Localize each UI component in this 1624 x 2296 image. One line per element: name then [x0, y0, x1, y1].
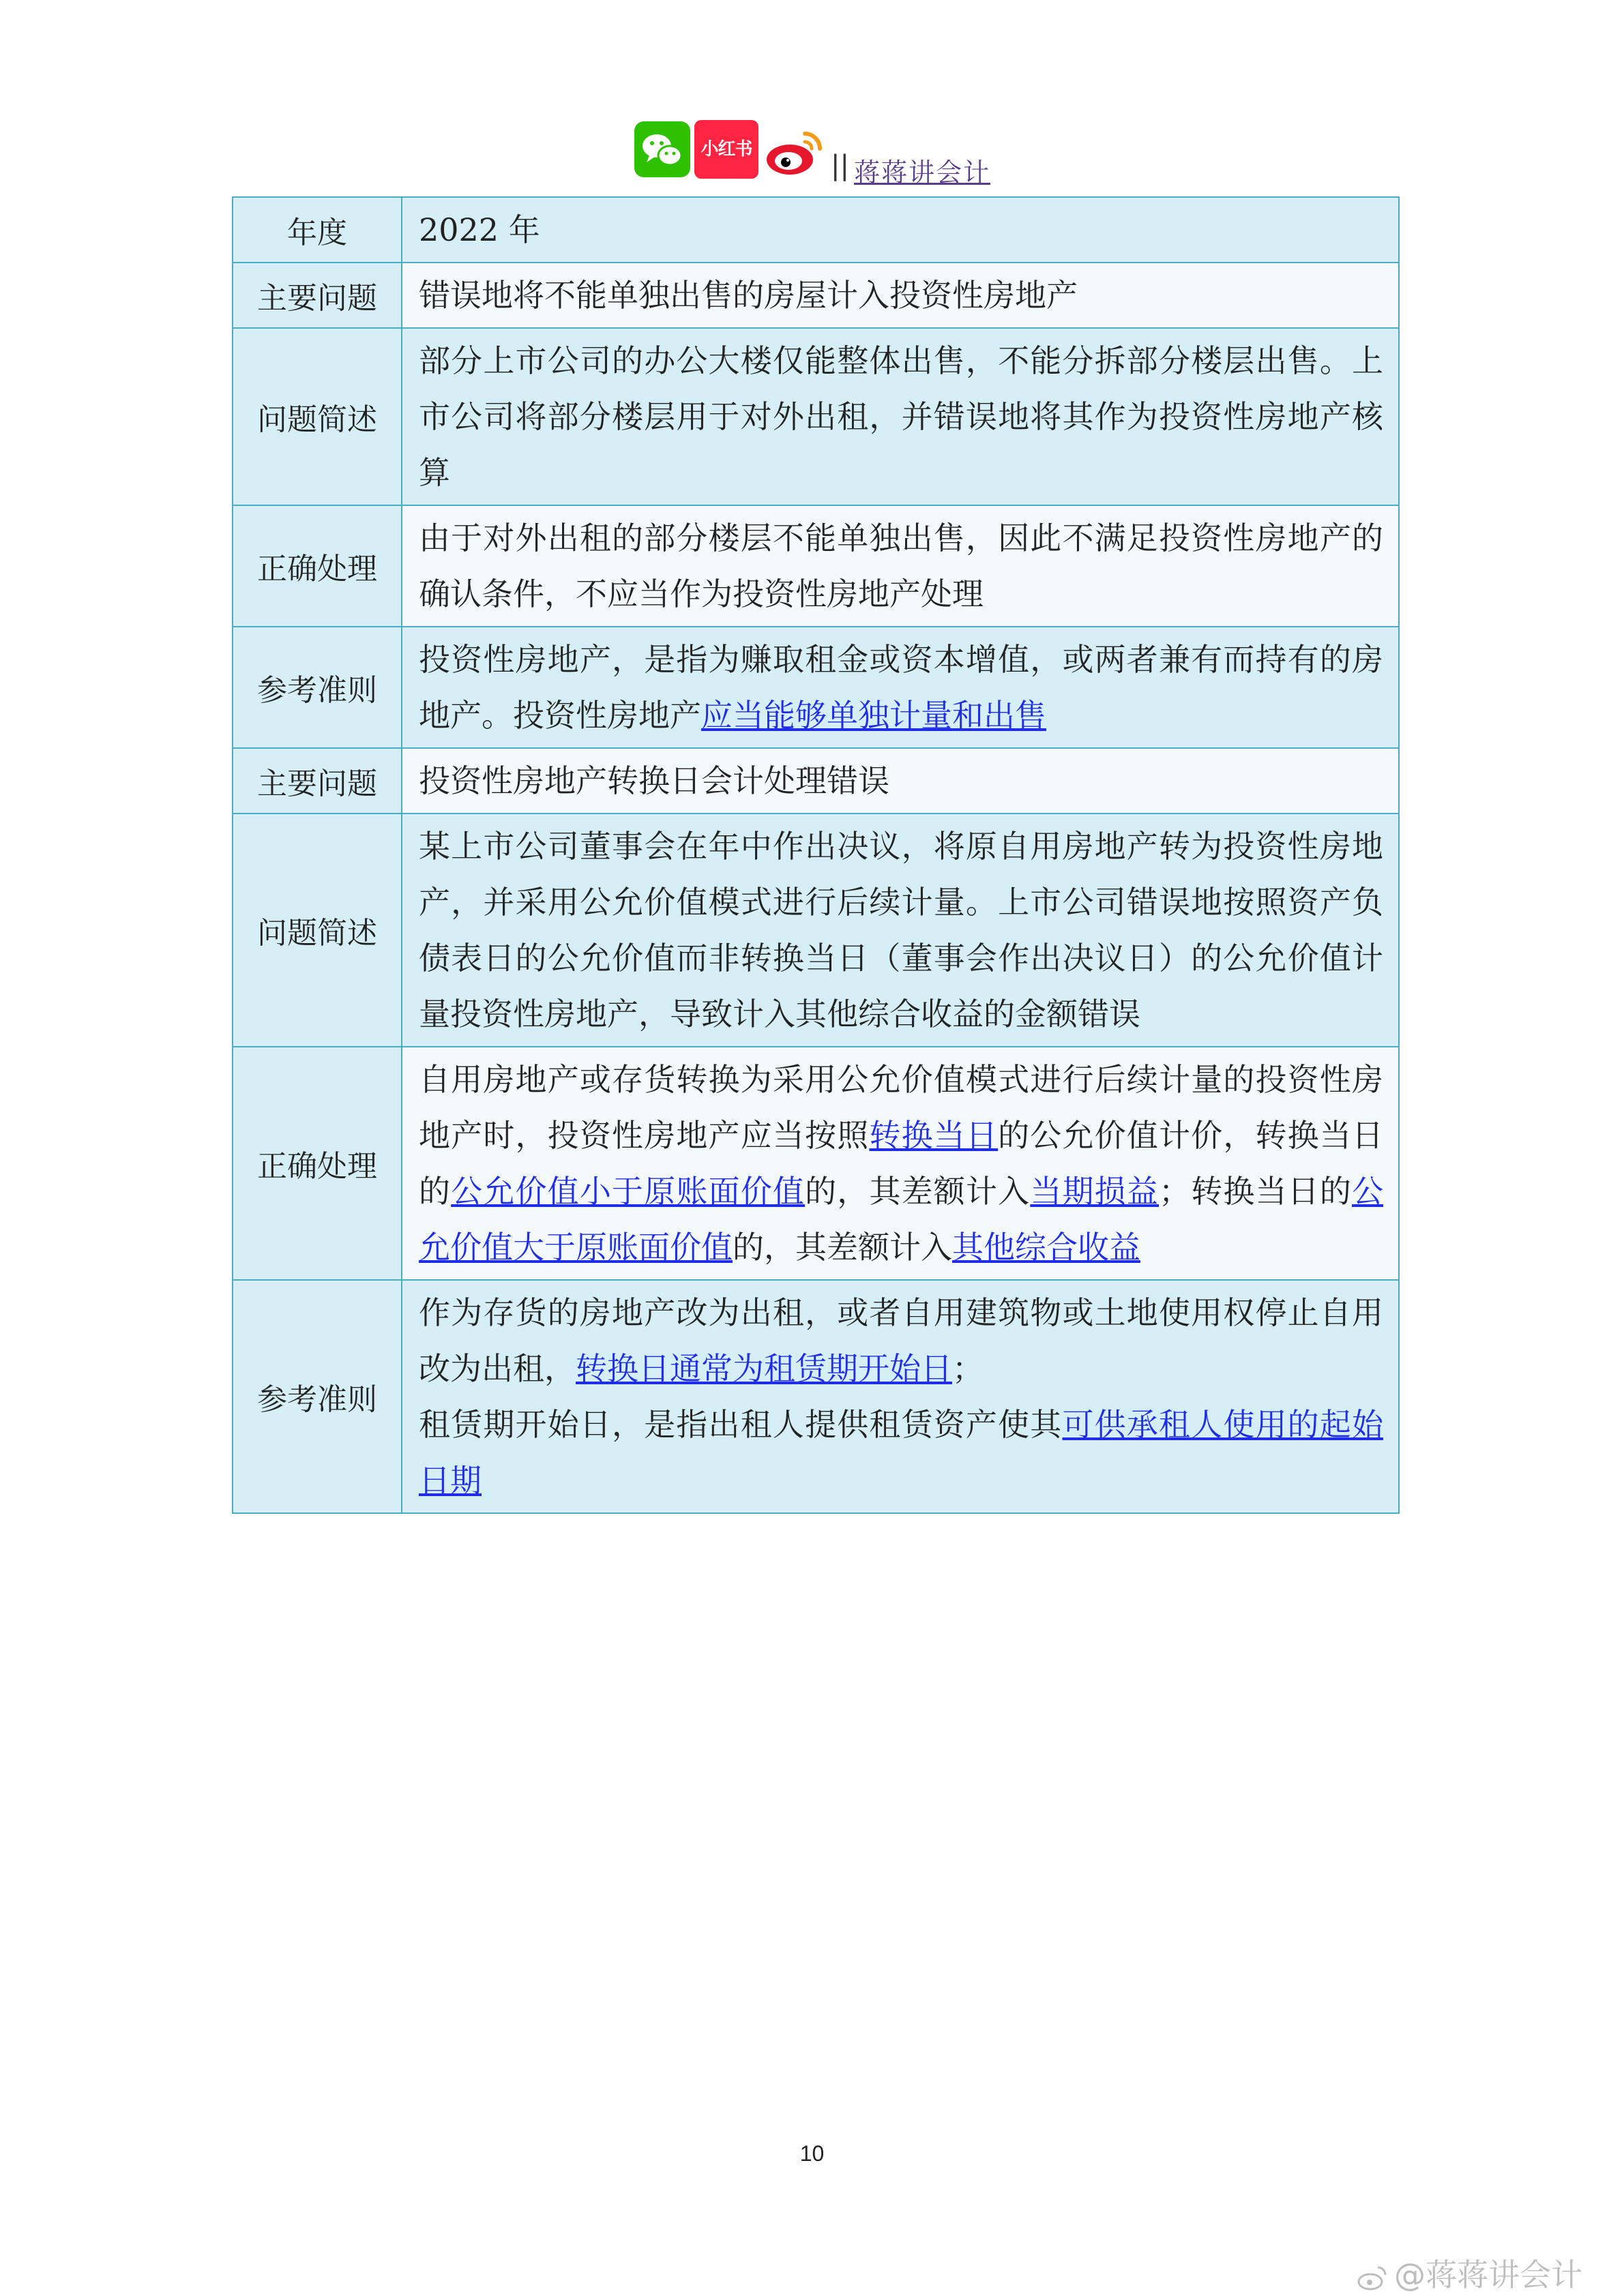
- audit-issues-table: [232, 196, 1400, 1514]
- issue-description-label: 问题简述: [233, 814, 402, 1047]
- highlight-link[interactable]: 其他综合收益: [952, 1229, 1140, 1266]
- correct-treatment-text: 由于对外出租的部分楼层不能单独出售，因此不满足投资性房地产的确认条件，不应当作为投资性房地产处理: [402, 505, 1399, 627]
- main-issue-label: 主要问题: [233, 748, 402, 814]
- issue-description-label: 问题简述: [233, 328, 402, 505]
- table-row: [233, 505, 1399, 627]
- treatment-text: 的公允价值计价，转换当日的: [419, 1117, 1384, 1210]
- highlight-link[interactable]: 公允价值小于原账面价值: [451, 1173, 806, 1210]
- year-label: 年度: [233, 197, 402, 263]
- page-header: [0, 116, 1624, 191]
- header-separator: ||: [831, 150, 849, 181]
- year-value: 2022 年: [402, 197, 1399, 263]
- main-issue-text: 错误地将不能单独出售的房屋计入投资性房地产: [402, 263, 1399, 328]
- header-brand-link[interactable]: 蒋蒋讲会计: [854, 158, 991, 188]
- table-row: [233, 1047, 1399, 1280]
- table-row: [233, 328, 1399, 505]
- highlight-link[interactable]: 可供承租人使用的起始日期: [419, 1406, 1384, 1499]
- reference-standard-text: [402, 1280, 1399, 1513]
- reference-text: ；: [952, 1350, 984, 1387]
- weibo-watermark-icon: [1357, 2264, 1389, 2291]
- weibo-logo-icon: [763, 121, 831, 180]
- main-issue-text: 投资性房地产转换日会计处理错误: [402, 748, 1399, 814]
- issue-description-text: 某上市公司董事会在年中作出决议，将原自用房地产转为投资性房地产，并采用公允价值模式进行后续计量。上市公司错误地按照资产负债表日的公允价值而非转换当日（董事会作出决议日）的公允价值计量投资性房地产，导致计入其他综合收益的金额错误: [402, 814, 1399, 1047]
- watermark: [1357, 2250, 1582, 2295]
- reference-text: 作为存货的房地产改为出租，或者自用建筑物或土地使用权停止自用改为出租，: [419, 1294, 1383, 1387]
- correct-treatment-label: 正确处理: [233, 1047, 402, 1280]
- watermark-text: @蒋蒋讲会计: [1394, 2256, 1582, 2293]
- reference-text: 租赁期开始日，是指出租人提供租赁资产使其: [419, 1406, 1063, 1443]
- treatment-text: 的，其差额计入: [733, 1229, 952, 1266]
- main-issue-label: 主要问题: [233, 263, 402, 328]
- highlight-link[interactable]: 当期损益: [1030, 1173, 1160, 1210]
- treatment-text: 的，其差额计入: [805, 1173, 1031, 1210]
- correct-treatment-text: [402, 1047, 1399, 1280]
- highlight-link[interactable]: 转换日通常为租赁期开始日: [576, 1350, 952, 1387]
- table-row: [233, 263, 1399, 328]
- reference-standard-label: 参考准则: [233, 627, 402, 748]
- table-row: [233, 814, 1399, 1047]
- wechat-logo-icon: [634, 121, 690, 177]
- highlight-link[interactable]: 应当能够单独计量和出售: [701, 697, 1046, 734]
- table-row: [233, 748, 1399, 814]
- reference-standard-label: 参考准则: [233, 1280, 402, 1513]
- table-row: [233, 197, 1399, 263]
- correct-treatment-label: 正确处理: [233, 505, 402, 627]
- reference-line: [419, 1397, 1383, 1508]
- highlight-link[interactable]: 公允价值大于原账面价值: [419, 1173, 1384, 1266]
- table-row: [233, 627, 1399, 748]
- treatment-text: 自用房地产或存货转换为采用公允价值模式进行后续计量的投资性房地产时，投资性房地产应当按照: [419, 1061, 1383, 1154]
- table-row: [233, 1280, 1399, 1513]
- reference-text: 投资性房地产，是指为赚取租金或资本增值，或两者兼有而持有的房地产。投资性房地产: [419, 641, 1383, 734]
- issue-description-text: 部分上市公司的办公大楼仅能整体出售，不能分拆部分楼层出售。上市公司将部分楼层用于对外出租，并错误地将其作为投资性房地产核算: [402, 328, 1399, 505]
- xiaohongshu-logo-icon: 小红书: [694, 120, 758, 179]
- page-number: 10: [799, 2141, 825, 2166]
- highlight-link[interactable]: 转换当日: [869, 1117, 999, 1154]
- reference-standard-text: [402, 627, 1399, 748]
- treatment-text: ；转换当日的: [1159, 1173, 1353, 1210]
